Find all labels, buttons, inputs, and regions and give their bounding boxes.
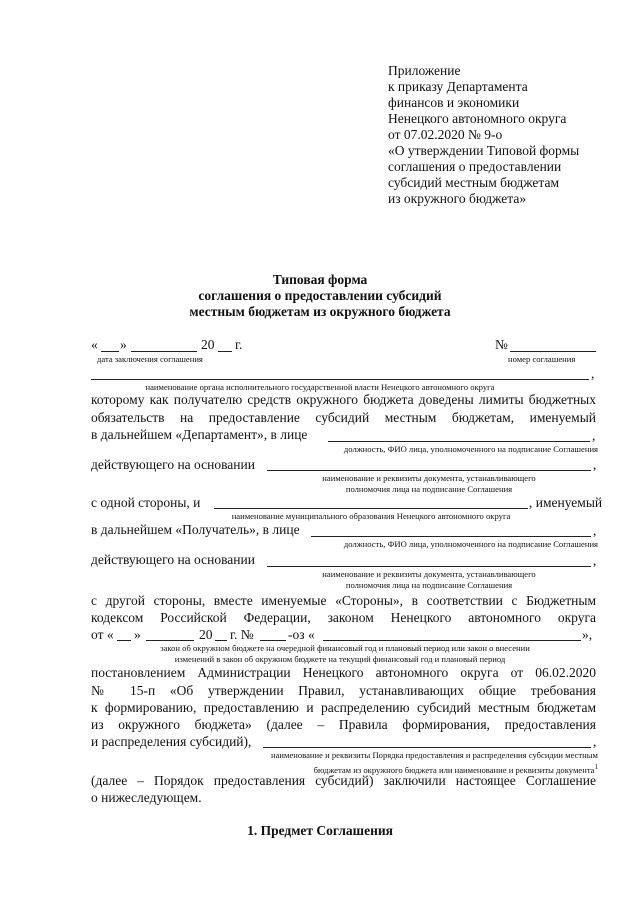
para1-line2: обязательств на предоставление субсидий местным бюджетам, именуемый	[91, 410, 596, 425]
footnote-ref[interactable]: 1	[594, 763, 598, 771]
order-caption-1: наименование и реквизиты Порядка предоставления и распределения субсидии местным	[271, 750, 598, 760]
law-day-blank[interactable]	[117, 640, 131, 641]
para1-line1: которому как получателю средств окружного бюджета доведены лимиты бюджетных	[91, 392, 596, 407]
date-quote-close: »	[120, 337, 127, 352]
doc1-caption-1: наименование и реквизиты документа, устанавливающего	[322, 473, 536, 483]
municipal-blank[interactable]	[214, 508, 528, 509]
law-name-blank[interactable]	[323, 640, 581, 641]
doc2-blank[interactable]	[267, 566, 591, 567]
organ-caption: наименование органа исполнительного государственной власти Ненецкого автономного округа	[145, 382, 495, 392]
title-line-3: местным бюджетам из окружного бюджета	[189, 304, 451, 319]
one-side-label: с одной стороны, и	[91, 495, 201, 510]
appendix-line: соглашения о предоставлении	[388, 159, 562, 174]
date-caption: дата заключения соглашения	[97, 354, 203, 364]
appendix-line: от 07.02.2020 № 9-о	[388, 127, 503, 142]
law-end: »,	[582, 627, 593, 642]
final-line1: (далее – Порядок предоставления субсидий) заключили настоящее Соглашение	[91, 773, 596, 788]
comma: ,	[591, 366, 595, 381]
doc2-caption-1: наименование и реквизиты документа, устанавливающего	[322, 569, 536, 579]
decree-line1: постановлением Администрации Ненецкого автономного округа от 06.02.2020	[91, 665, 596, 680]
decree-line3: к формированию, предоставлению и распределению субсидий местным бюджетам	[91, 700, 596, 715]
doc1-blank[interactable]	[267, 470, 591, 471]
other-side-line1: с другой стороны, вместе именуемые «Стороны», в соответствии с Бюджетным	[91, 593, 596, 608]
acting2-label: действующего на основании	[91, 552, 255, 567]
named-label: , именуемый	[529, 495, 603, 510]
para1-line3: в дальнейшем «Департамент», в лице	[91, 427, 308, 442]
comma: ,	[593, 553, 597, 568]
doc1-caption-2: полномочия лица на подписание Соглашения	[345, 484, 513, 494]
recipient-label: в дальнейшем «Получатель», в лице	[91, 522, 300, 537]
appendix-line: субсидий местным бюджетам	[388, 175, 560, 190]
section1-heading: 1. Предмет Соглашения	[247, 823, 393, 838]
date-quote-open: «	[91, 337, 98, 352]
acting1-label: действующего на основании	[91, 457, 255, 472]
title-line-1: Типовая форма	[272, 272, 368, 287]
organ-name-blank[interactable]	[91, 379, 589, 380]
appendix-line: Приложение	[388, 63, 461, 78]
document-title	[0, 272, 640, 320]
law-month-blank[interactable]	[146, 640, 194, 641]
person1-caption: должность, ФИО лица, уполномоченного на подписание Соглашения	[343, 444, 598, 454]
day-blank[interactable]	[101, 351, 119, 352]
law-caption-2: изменений в закон об окружном бюджете на текущий финансовый год и плановый период	[174, 654, 506, 664]
title-line-2: соглашения о предоставлении субсидий	[198, 288, 442, 303]
appendix-line: финансов и экономики	[388, 95, 520, 110]
appendix-line: к приказу Департамента	[388, 79, 528, 94]
number-sign: №	[495, 337, 508, 352]
agreement-number-blank[interactable]	[510, 351, 596, 352]
number-caption: номер соглашения	[508, 354, 576, 364]
law-g: г. №	[230, 627, 254, 642]
order-blank[interactable]	[263, 747, 591, 748]
comma: ,	[593, 734, 597, 749]
law-quote-close: »	[134, 627, 141, 642]
decree-line5: и распределения субсидий),	[91, 734, 252, 749]
comma: ,	[593, 457, 597, 472]
year-suffix: г.	[235, 337, 243, 352]
appendix-line: из окружного бюджета»	[388, 191, 527, 206]
comma: ,	[593, 523, 597, 538]
law-caption-1: закон об окружном бюджете на очередной финансовый год и плановый период или закон о внесении	[160, 643, 530, 653]
appendix-block	[388, 63, 579, 207]
doc2-caption-2: полномочия лица на подписание Соглашения	[345, 580, 513, 590]
appendix-line: «О утверждении Типовой формы	[388, 143, 580, 158]
law-oz: -оз «	[288, 627, 315, 642]
municipal-caption: наименование муниципального образования Ненецкого автономного округа	[231, 511, 511, 521]
order-caption-2: бюджетам из окружного бюджета или наименование и реквизиты документа$^1$	[313, 763, 598, 775]
year-blank[interactable]	[218, 351, 232, 352]
law-year-prefix: 20	[199, 627, 213, 642]
person1-blank[interactable]	[328, 441, 590, 442]
decree-line2: № 15-п «Об утверждении Правил, устанавливающих общие требования	[91, 683, 596, 698]
final-line2: о нижеследующем.	[91, 790, 202, 805]
law-year-blank[interactable]	[215, 640, 227, 641]
law-from: от «	[91, 627, 114, 642]
person2-blank[interactable]	[311, 536, 591, 537]
law-number-blank[interactable]	[260, 640, 286, 641]
other-side-line2: кодексом Российской Федерации, законом Ненецкого автономного округа	[91, 610, 596, 625]
comma: ,	[592, 428, 596, 443]
year-prefix: 20	[201, 337, 215, 352]
month-blank[interactable]	[131, 351, 197, 352]
decree-line4: из окружного бюджета» (далее – Правила формирования, предоставления	[91, 717, 596, 732]
person2-caption: должность, ФИО лица, уполномоченного на подписание Соглашения	[343, 539, 598, 549]
appendix-line: Ненецкого автономного округа	[388, 111, 567, 126]
